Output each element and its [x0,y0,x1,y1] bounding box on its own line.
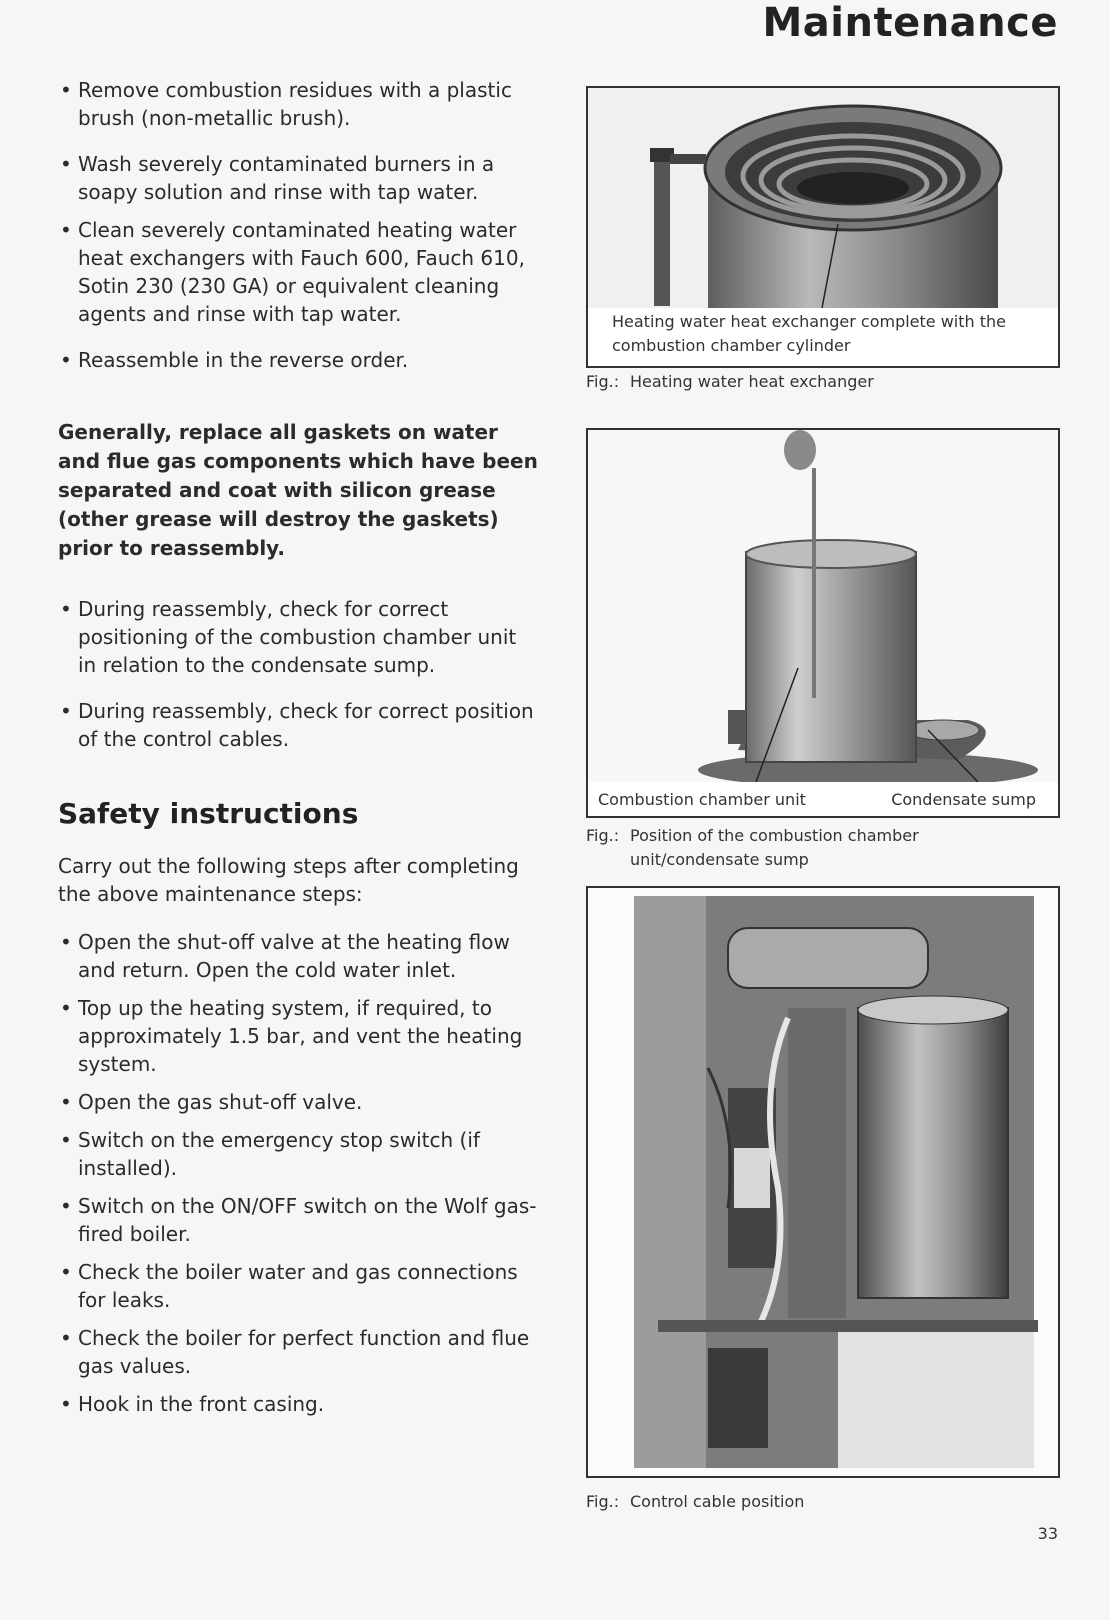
list-item: • Wash severely contaminated burners in a soapy solution and rinse with tap water. [58,150,538,206]
list-item: • Open the shut-off valve at the heating flow and return. Open the cold water inlet. [58,928,538,984]
control-cables-photo [588,888,1058,1476]
gasket-warning: Generally, replace all gaskets on water and flue gas components which have been separated and coat with silicon grease (other grease will destroy the gaskets) prior to reassembly. [58,420,538,560]
list-item: • Switch on the ON/OFF switch on the Wolf gas-fired boiler. [58,1192,538,1248]
condensate-sump-label: Condensate sump [891,790,1036,809]
figure-label: Fig.: [586,1492,620,1511]
list-item: • Open the gas shut-off valve. [58,1088,538,1116]
list-item: • Remove combustion residues with a plastic brush (non-metallic brush). [58,76,538,132]
figure-caption-text: Control cable position [630,1492,805,1511]
list-item: • Check the boiler water and gas connections for leaks. [58,1258,538,1314]
figure-combustion-chamber [586,428,1060,818]
figure-caption [586,370,1056,394]
list-item: • During reassembly, check for correct positioning of the combustion chamber unit in relation to the condensate sump. [58,595,538,679]
figure-label: Fig.: [586,372,620,391]
figure-label: Fig.: [586,826,620,845]
left-column [58,76,538,1428]
combustion-chamber-label: Combustion chamber unit [598,790,806,809]
heat-exchanger-photo [588,88,1058,308]
figure-control-cables [586,886,1060,1478]
list-item: • During reassembly, check for correct position of the control cables. [58,697,538,753]
list-item: • Top up the heating system, if required, to approximately 1.5 bar, and vent the heating system. [58,994,538,1078]
page-title: Maintenance [762,0,1058,46]
figure-caption [586,824,1056,872]
combustion-chamber-photo [588,430,1058,782]
figure-inner-caption: Heating water heat exchanger complete with the combustion chamber cylinder [612,312,1007,355]
list-item: • Check the boiler for perfect function and flue gas values. [58,1324,538,1380]
section-intro: Carry out the following steps after completing the above maintenance steps: [58,854,519,906]
figure-caption-text: Heating water heat exchanger [630,372,874,391]
figure-heat-exchanger [586,86,1060,368]
list-item: • Hook in the front casing. [58,1390,538,1418]
figure-caption [586,1490,1056,1514]
section-title: Safety instructions [58,797,359,830]
list-item: • Clean severely contaminated heating water heat exchangers with Fauch 600, Fauch 610, Sotin 230 (230 GA) or equivalent cleaning agents and rinse with tap water. [58,216,538,328]
list-item: • Switch on the emergency stop switch (if installed). [58,1126,538,1182]
page-number: 33 [1037,1524,1058,1543]
list-item: • Reassemble in the reverse order. [58,346,538,374]
figure-caption-text: Position of the combustion chamber unit/condensate sump [630,826,919,869]
